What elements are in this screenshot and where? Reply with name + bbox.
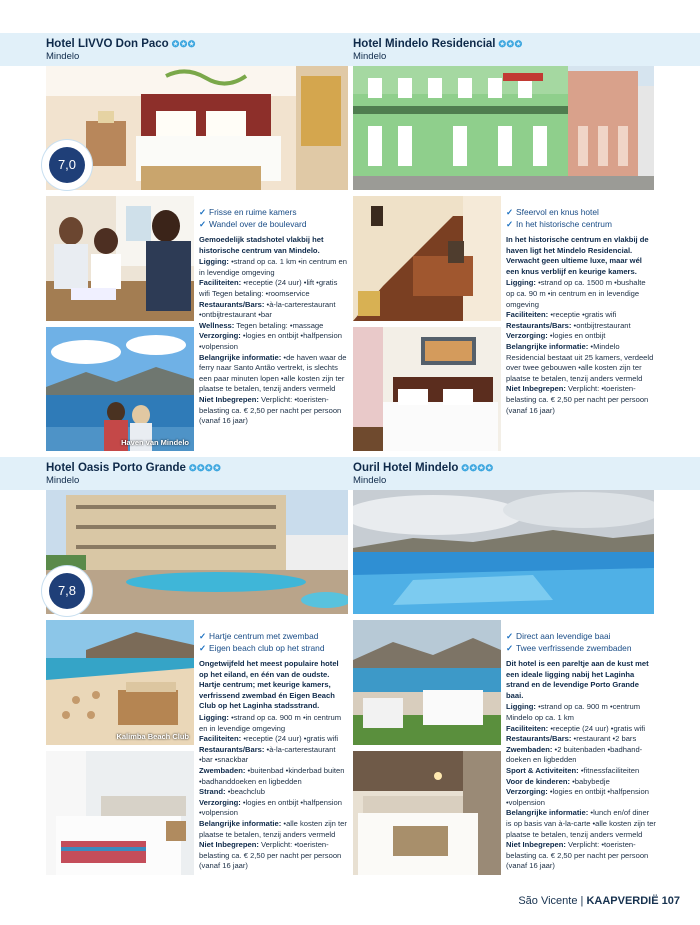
- highlight-bullet: ✓ Hartje centrum met zwembad: [199, 631, 319, 641]
- info-belangrijk: Belangrijke informatie: •de haven waar de ferry naar Santo Antão vertrekt, is slechts een paar minuten lopen •alle kosten zijn ter plaatse te betalen, tenzij anders vermeld: [199, 352, 347, 394]
- info-faciliteiten: Faciliteiten: •receptie •gratis wifi: [506, 310, 617, 320]
- highlight-bullet: ✓ Direct aan levendige baai: [506, 631, 611, 641]
- hotel-header: [46, 457, 221, 490]
- check-icon: ✓: [506, 207, 514, 217]
- score-value: 7,8: [49, 573, 85, 609]
- info-niet-inbegrepen: Niet Inbegrepen: Verplicht: •toeristen-belasting ca. € 2,50 per nacht per persoon (vanaf 16 jaar): [506, 384, 649, 415]
- star-rating: ✪✪✪✪: [461, 463, 494, 473]
- footer-separator: |: [580, 895, 584, 907]
- info-kinderen: Voor de kinderen: •babybedje: [506, 776, 610, 786]
- info-wellness: Wellness: Tegen betaling: •massage: [199, 320, 324, 330]
- info-zwembaden: Zwembaden: •buitenbad •kinderbad buiten •badhanddoeken en ligbedden: [199, 765, 345, 786]
- star-rating: ✪✪✪: [498, 39, 523, 49]
- check-icon: ✓: [199, 643, 207, 653]
- hotel-location: Mindelo: [353, 51, 387, 62]
- hotel-main-photo: [353, 490, 654, 614]
- highlight-bullet: ✓ Sfeervol en knus hotel: [506, 207, 599, 217]
- hotel-description: [506, 630, 656, 872]
- hotel-photo: [46, 751, 194, 875]
- score-badge: [42, 140, 92, 190]
- info-verzorging: Verzorging: •logies en ontbijt •halfpension •volpension: [506, 787, 649, 807]
- hotel-name: Hotel LIVVO Don Paco: [46, 38, 169, 50]
- info-niet-inbegrepen: Niet Inbegrepen: Verplicht: •toeristen-belasting ca. € 2,50 per nacht per persoon (vanaf 16 jaar): [199, 840, 342, 871]
- hotel-location: Mindelo: [46, 475, 80, 486]
- hotel-photo: [353, 620, 501, 745]
- highlight-bullet: ✓ Eigen beach club op het strand: [199, 643, 325, 653]
- hotel-photo: [46, 327, 194, 451]
- info-niet-inbegrepen: Niet Inbegrepen: Verplicht: •toeristen-belasting ca. € 2,50 per nacht per persoon (vanaf 16 jaar): [506, 840, 649, 871]
- hotel-name: Hotel Oasis Porto Grande: [46, 462, 186, 474]
- hotel-photo: [46, 620, 194, 745]
- check-icon: ✓: [199, 631, 207, 641]
- photo-caption: Kalimba Beach Club: [116, 732, 189, 741]
- check-icon: ✓: [199, 219, 207, 229]
- info-ligging: Ligging: •strand op ca. 900 m •in centrum en in levendige omgeving: [199, 712, 342, 733]
- score-value: 7,0: [49, 147, 85, 183]
- page-number: 107: [661, 895, 680, 907]
- highlight-bullet: ✓ Wandel over de boulevard: [199, 219, 307, 229]
- hotel-name: Ouril Hotel Mindelo: [353, 462, 459, 474]
- hotel-header: [353, 457, 494, 490]
- check-icon: ✓: [199, 207, 207, 217]
- footer-country: KAAPVERDIË: [586, 895, 659, 907]
- hotel-header: [353, 33, 523, 66]
- check-icon: ✓: [506, 631, 514, 641]
- hotel-intro: Dit hotel is een pareltje aan de kust met een ideale ligging nabij het Laginha strand en de levendige Porto Grande baai.: [506, 659, 649, 700]
- hotel-intro: In het historische centrum en vlakbij de haven ligt het Mindelo Residencial. Verwacht geen ultieme luxe, maar wél een knus verblijf en keurige kamers.: [506, 235, 649, 276]
- check-icon: ✓: [506, 643, 514, 653]
- info-ligging: Ligging: •strand op ca. 1500 m •bushalte op ca. 90 m •in centrum en in levendige omgeving: [506, 278, 646, 309]
- info-belangrijk: Belangrijke informatie: •lunch en/of diner is op basis van à-la-carte •alle kosten zijn ter plaatse te betalen, tenzij anders vermeld: [506, 808, 656, 839]
- hotel-description: [199, 630, 349, 872]
- hotel-name: Hotel Mindelo Residencial: [353, 38, 496, 50]
- info-verzorging: Verzorging: •logies en ontbijt •halfpension •volpension: [199, 797, 342, 818]
- check-icon: ✓: [506, 219, 514, 229]
- info-faciliteiten: Faciliteiten: •receptie (24 uur) •gratis wifi: [199, 734, 339, 744]
- highlight-bullet: ✓ In het historische centrum: [506, 219, 612, 229]
- highlight-bullet: ✓ Frisse en ruime kamers: [199, 207, 297, 217]
- hotel-location: Mindelo: [353, 475, 387, 486]
- info-restaurants: Restaurants/Bars: •à-la-carterestaurant •ontbijtrestaurant •bar: [199, 299, 336, 320]
- info-sport: Sport & Activiteiten: •fitnessfaciliteiten: [506, 765, 640, 775]
- info-zwembaden: Zwembaden: •2 buitenbaden •badhand-doeken en ligbedden: [506, 744, 643, 765]
- score-badge: [42, 566, 92, 616]
- info-niet-inbegrepen: Niet Inbegrepen: Verplicht: •toeristen-belasting ca. € 2,50 per nacht per persoon (vanaf 16 jaar): [199, 394, 342, 426]
- info-belangrijk: Belangrijke informatie: •Mindelo Residencial bestaat uit 25 kamers, verdeeld over twee gebouwen •alle kosten zijn ter plaatse te betalen, tenzij anders vermeld: [506, 341, 654, 383]
- hotel-photo: [353, 751, 501, 875]
- hotel-photo: [353, 327, 501, 451]
- hotel-intro: Gemoedelijk stadshotel vlakbij het historische centrum van Mindelo.: [199, 235, 324, 255]
- hotel-location: Mindelo: [46, 51, 80, 62]
- info-restaurants: Restaurants/Bars: •à-la-carterestaurant •bar •snackbar: [199, 744, 336, 765]
- info-restaurants: Restaurants/Bars: •restaurant •2 bars: [506, 734, 637, 744]
- highlight-bullet: ✓ Twee verfrissende zwembaden: [506, 643, 632, 653]
- info-verzorging: Verzorging: •logies en ontbijt: [506, 331, 606, 341]
- hotel-intro: Ongetwijfeld het meest populaire hotel op het eiland, en één van de oudste. Hartje centrum; met keurige kamers, verfrissend zwembad én Eigen Beach Club op het Laginha stadsstrand.: [199, 659, 339, 711]
- hotel-main-photo: [353, 66, 654, 190]
- info-verzorging: Verzorging: •logies en ontbijt •halfpension •volpension: [199, 331, 342, 351]
- info-belangrijk: Belangrijke informatie: •alle kosten zijn ter plaatse te betalen, tenzij anders vermeld: [199, 818, 347, 839]
- info-ligging: Ligging: •strand op ca. 900 m •centrum Mindelo op ca. 1 km: [506, 702, 641, 722]
- info-strand: Strand: •beachclub: [199, 787, 265, 797]
- info-restaurants: Restaurants/Bars: •ontbijtrestaurant: [506, 320, 631, 330]
- star-rating: ✪✪✪✪: [188, 463, 222, 473]
- hotel-main-photo: [46, 66, 348, 190]
- hotel-photo: [353, 196, 501, 321]
- hotel-header: [46, 33, 196, 66]
- photo-caption: Haven van Mindelo: [121, 438, 189, 447]
- hotel-description: [506, 206, 656, 416]
- info-faciliteiten: Faciliteiten: •receptie (24 uur) •lift •gratis wifi Tegen betaling: •roomservice: [199, 278, 338, 298]
- star-rating: ✪✪✪: [171, 39, 196, 49]
- hotel-description: [199, 206, 349, 427]
- info-ligging: Ligging: •strand op ca. 1 km •in centrum en in levendige omgeving: [199, 257, 347, 277]
- hotel-photo: [46, 196, 194, 321]
- footer-region: São Vicente: [518, 895, 578, 907]
- page-footer: [518, 895, 680, 907]
- info-faciliteiten: Faciliteiten: •receptie (24 uur) •gratis wifi: [506, 723, 646, 733]
